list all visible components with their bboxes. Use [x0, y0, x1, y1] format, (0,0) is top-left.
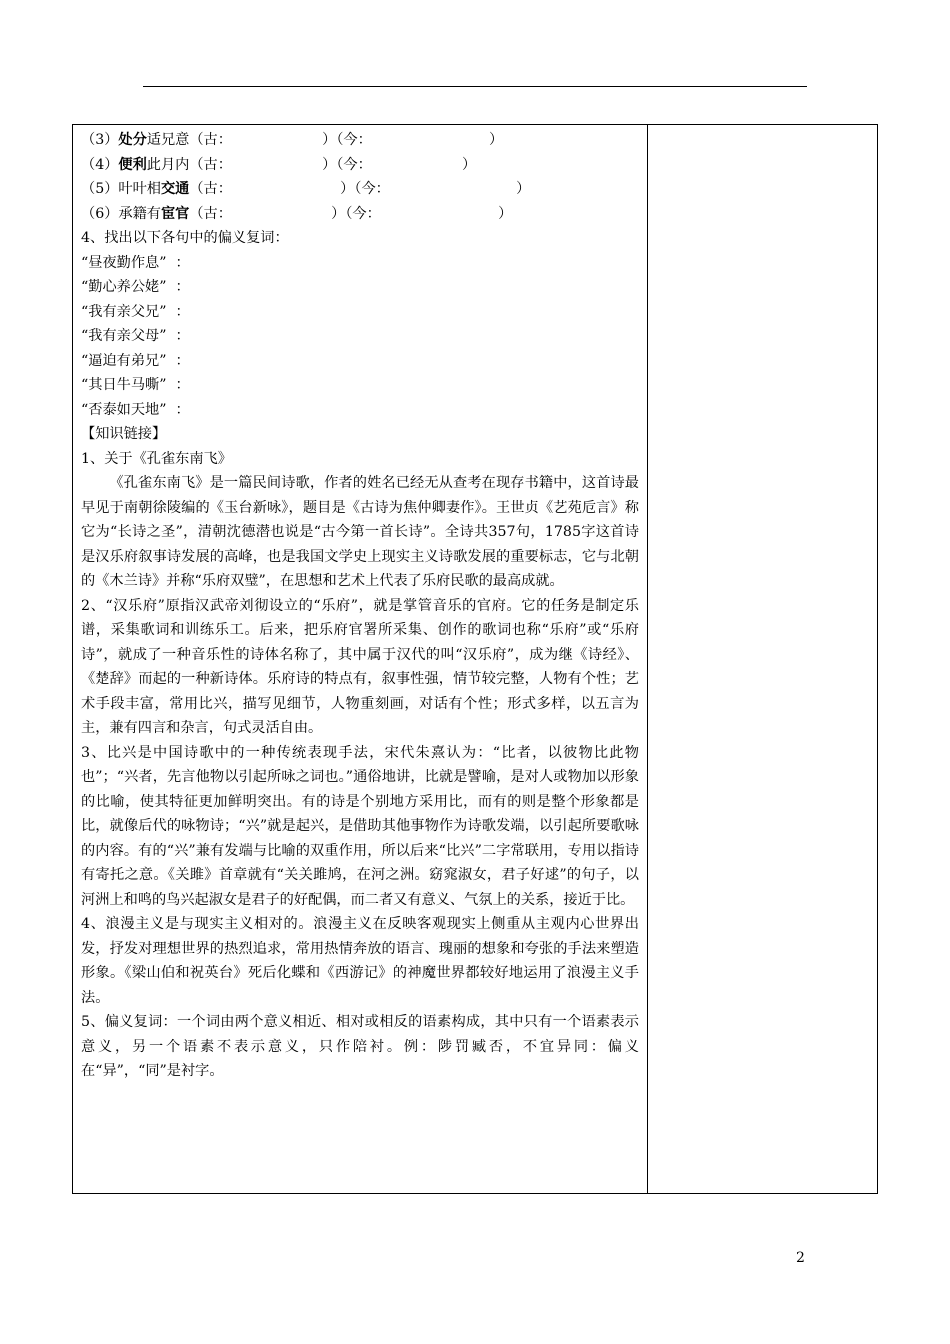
knowledge-heading: 【知识链接】 [81, 426, 167, 442]
vocab-item: （4）便利此月内（古： ）（今： ） [81, 156, 477, 173]
knowledge-paragraph-1: 《孔雀东南飞》是一篇民间诗歌，作者的姓名已经无从查考在现存书籍中，这首诗最早见于南朝徐陵编的《玉台新咏》，题目是《古诗为焦仲卿妻作》。王世贞《艺苑卮言》称它为“长诗之圣”，清朝沈德潜也说是“古今第一首长诗”。全诗共357句，1785字这首诗是汉乐府叙事诗发展的高峰，也是我国文学史上现实主义诗歌发展的重要标志，它与北朝的《木兰诗》并称“乐府双璧”，在思想和艺术上代表了乐府民歌的最高成就。 [81, 475, 639, 589]
knowledge-paragraph-3: 3、比兴是中国诗歌中的一种传统表现手法，宋代朱熹认为：“比者，以彼物比此物也”；“兴者，先言他物以引起所咏之词也。”通俗地讲，比就是譬喻，是对人或物加以形象的比喻，使其特征更加鲜明突出。有的诗是个别地方采用比，而有的则是整个形象都是比，就像后代的咏物诗；“兴”就是起兴，是借助其他事物作为诗歌发端，以引起所要歌咏的内容。有的“兴”兼有发端与比喻的双重作用，所以后来“比兴”二字常联用，专用以指诗有寄托之意。《关雎》首章就有“关关雎鸠，在河之洲。窈窕淑女，君子好逑”的句子，以河洲上和鸣的鸟兴起淑女是君子的好配偶，而二者又有意义、气氛上的关系，接近于比。 [81, 744, 639, 908]
header-rule [143, 86, 807, 87]
notes-column [648, 125, 878, 1194]
task4-item: “昼夜勤作息” ： [81, 254, 190, 271]
vocab-item: （5）叶叶相交通（古： ）（今： ） [81, 181, 531, 197]
task4-item: “勤心养公姥” ： [81, 279, 190, 295]
knowledge-paragraph-2: 2、“汉乐府”原指汉武帝刘彻设立的“乐府”，就是掌管音乐的官府。它的任务是制定乐谱，采集歌词和训练乐工。后来，把乐府官署所采集、创作的歌词也称“乐府”或“乐府诗”，就成了一种音乐性的诗体名称了，其中属于汉代的叫“汉乐府”，成为继《诗经》、《楚辞》而起的一种新诗体。乐府诗的特点有，叙事性强，情节较完整，人物有个性；艺术手段丰富，常用比兴，描写见细节，人物重刻画，对话有个性；形式多样，以五言为主，兼有四言和杂言，句式灵活自由。 [81, 597, 639, 736]
page-number: 2 [796, 1250, 805, 1266]
vocab-item: （6）承籍有宦官（古： ）（今： ） [81, 205, 513, 222]
main-column [73, 125, 648, 1194]
worksheet-table [72, 124, 878, 1194]
task4-item: “否泰如天地” ： [81, 401, 190, 418]
task4-title: 4、找出以下各句中的偏义复词： [81, 230, 289, 246]
task4-item: “逼迫有弟兄” ： [81, 352, 190, 369]
knowledge-paragraph-5: 5、偏义复词：一个词由两个意义相近、相对或相反的语素构成，其中只有一个语素表示意义，另一个语素不表示意义，只作陪衬。例：陟罚臧否，不宜异同：偏义在“异”，“同”是衬字。 [81, 1014, 639, 1079]
task4-item: “其日牛马嘶” ： [81, 377, 190, 393]
task4-item: “我有亲父兄” ： [81, 303, 190, 320]
knowledge-paragraph-4: 4、浪漫主义是与现实主义相对的。浪漫主义在反映客观现实上侧重从主观内心世界出发，抒发对理想世界的热烈追求，常用热情奔放的语言、瑰丽的想象和夸张的手法来塑造形象。《梁山伯和祝英台》死后化蝶和《西游记》的神魔世界都较好地运用了浪漫主义手法。 [81, 916, 639, 1006]
knowledge-sub1: 1、关于《孔雀东南飞》 [81, 450, 232, 467]
task4-item: “我有亲父母” ： [81, 328, 190, 344]
vocab-item: （3）处分适兄意（古： ）（今： ） [81, 132, 504, 148]
